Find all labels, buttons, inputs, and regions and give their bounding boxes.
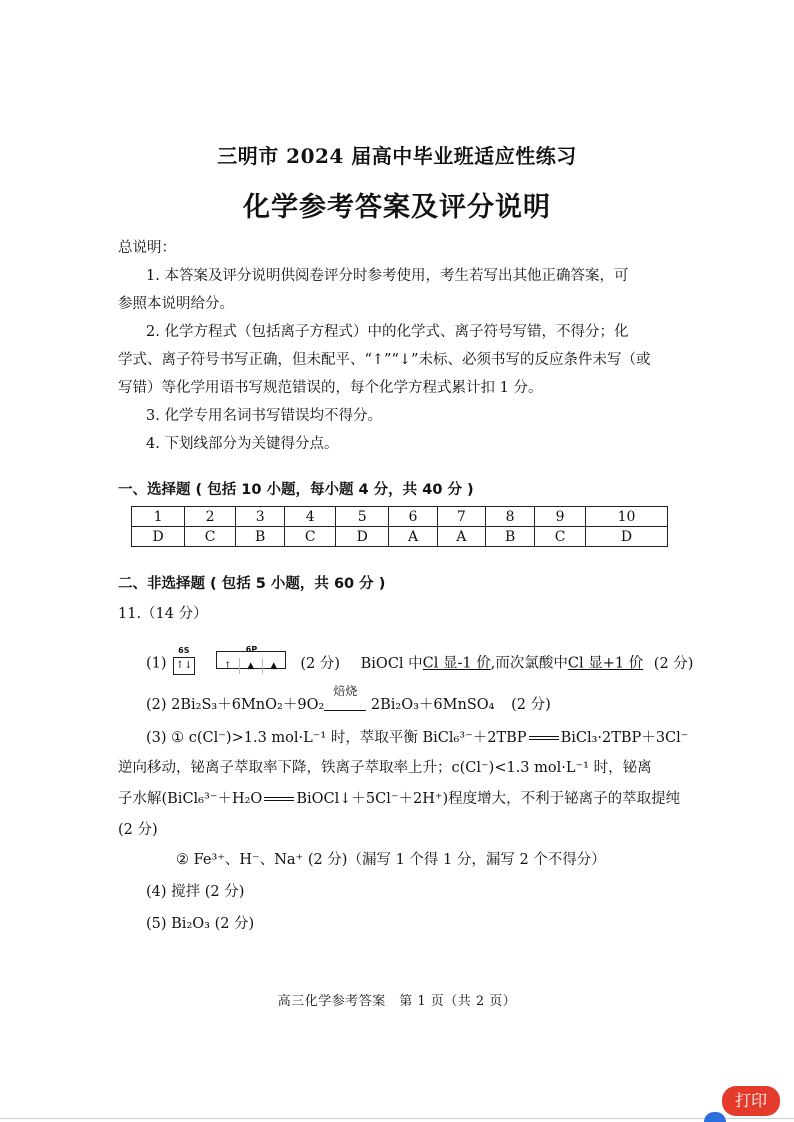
note-1b: 参照本说明给分。 <box>118 296 234 312</box>
equilibrium-arrow <box>529 736 559 740</box>
q11-part3-2: ② Fe³⁺、H⁻、Na⁺ (2 分)（漏写 1 个得 1 分，漏写 2 个不得分） <box>176 852 606 868</box>
score: (2 分) <box>511 697 551 713</box>
q-answer: D <box>586 527 668 547</box>
answer-number-row <box>132 507 668 527</box>
part-label: (3) ① <box>146 730 185 746</box>
answer-table <box>131 506 668 547</box>
general-note-heading: 总说明： <box>118 240 176 256</box>
note-2b: 学式、离子符号书写正确，但未配平、“↑”“↓”未标、必须书写的反应条件未写（或 <box>118 352 651 368</box>
score: (2 分) <box>653 655 694 672</box>
q3-text: c(Cl⁻)>1.3 mol·L⁻¹ 时，萃取平衡 BiCl₆³⁻＋2TBP <box>188 730 527 746</box>
note-1a: 1. 本答案及评分说明供阅卷评分时参考使用，考生若写出其他正确答案，可 <box>146 268 629 284</box>
equation-left: 2Bi₂S₃＋6MnO₂＋9O₂ <box>171 697 325 713</box>
q-answer: C <box>185 527 236 547</box>
q11-part2 <box>146 684 551 717</box>
q11-heading: 11.（14 分） <box>118 606 208 622</box>
score: (2 分) <box>300 655 341 672</box>
q-answer: B <box>486 527 535 547</box>
q-number: 10 <box>586 507 668 527</box>
q-number: 2 <box>185 507 236 527</box>
q-answer: D <box>336 527 389 547</box>
orbital-box: ↑↓ <box>173 657 195 675</box>
part-label: (1) <box>146 655 167 672</box>
q-number: 1 <box>132 507 185 527</box>
note-2a: 2. 化学方程式（包括离子方程式）中的化学式、离子符号写错，不得分；化 <box>146 324 629 340</box>
equation-right: 2Bi₂O₃＋6MnSO₄ <box>370 697 495 713</box>
orbital-6p <box>216 645 286 676</box>
q-answer: A <box>389 527 437 547</box>
reaction-condition <box>324 684 366 717</box>
answer-letter-row <box>132 527 668 547</box>
section2-heading: 二、非选择题 ( 包括 5 小题，共 60 分 ) <box>118 576 386 592</box>
orbital-6s <box>173 645 195 676</box>
q-answer: A <box>437 527 485 547</box>
orbital-6p-label: 6P <box>245 645 258 654</box>
q-answer: C <box>285 527 336 547</box>
q-answer: C <box>535 527 586 547</box>
q-number: 9 <box>535 507 586 527</box>
q3-text: 子水解(BiCl₆³⁻＋H₂O <box>118 791 263 807</box>
orbital-6s-label: 6S <box>178 645 190 655</box>
q-number: 3 <box>236 507 285 527</box>
q11-part3-score: (2 分) <box>118 822 158 838</box>
orbital-box-group: ↑ ▲ ▲ <box>216 651 286 669</box>
q1-text1: BiOCl 中 <box>360 655 423 672</box>
note-2c: 写错）等化学用语书写规范错误的，每个化学方程式累计扣 1 分。 <box>118 380 543 396</box>
q1-text2: ,而次氯酸中 <box>490 655 568 672</box>
note-3: 3. 化学专用名词书写错误均不得分。 <box>146 408 382 424</box>
q-number: 8 <box>486 507 535 527</box>
key-point: Cl 显+1 价 <box>567 655 644 672</box>
q11-part4: (4) 搅拌 (2 分) <box>146 884 245 900</box>
q-answer: D <box>132 527 185 547</box>
section1-heading: 一、选择题 ( 包括 10 小题，每小题 4 分，共 40 分 ) <box>118 482 474 498</box>
page-footer: 高三化学参考答案 第 1 页（共 2 页） <box>277 994 517 1009</box>
scroll-indicator[interactable] <box>704 1112 726 1122</box>
q11-part3-line3 <box>118 785 680 813</box>
q-number: 6 <box>389 507 437 527</box>
condition-text: 焙烧 <box>333 684 358 698</box>
q11-part3-line1 <box>146 724 688 752</box>
print-button[interactable]: 打印 <box>722 1086 780 1116</box>
equilibrium-arrow <box>264 797 294 801</box>
bottom-divider <box>0 1118 794 1119</box>
title-line2: 化学参考答案及评分说明 <box>243 192 551 223</box>
note-4: 4. 下划线部分为关键得分点。 <box>146 436 339 452</box>
q-number: 7 <box>437 507 485 527</box>
q11-part3-line2: 逆向移动，铋离子萃取率下降，铁离子萃取率上升；c(Cl⁻)<1.3 mol·L⁻¹ 时，铋离 <box>118 760 652 776</box>
part-label: (2) <box>146 697 167 713</box>
title-line1: 三明市 2024 届高中毕业班适应性练习 <box>217 144 577 168</box>
q-number: 4 <box>285 507 336 527</box>
q3-text: BiCl₃·2TBP＋3Cl⁻ <box>560 730 689 746</box>
q3-text: BiOCl↓＋5Cl⁻＋2H⁺)程度增大，不利于铋离子的萃取提纯 <box>296 791 681 807</box>
q-number: 5 <box>336 507 389 527</box>
q11-part1 <box>146 645 694 676</box>
key-point: Cl 显-1 价 <box>422 655 491 672</box>
q11-part5: (5) Bi₂O₃ (2 分) <box>146 916 255 932</box>
q-answer: B <box>236 527 285 547</box>
